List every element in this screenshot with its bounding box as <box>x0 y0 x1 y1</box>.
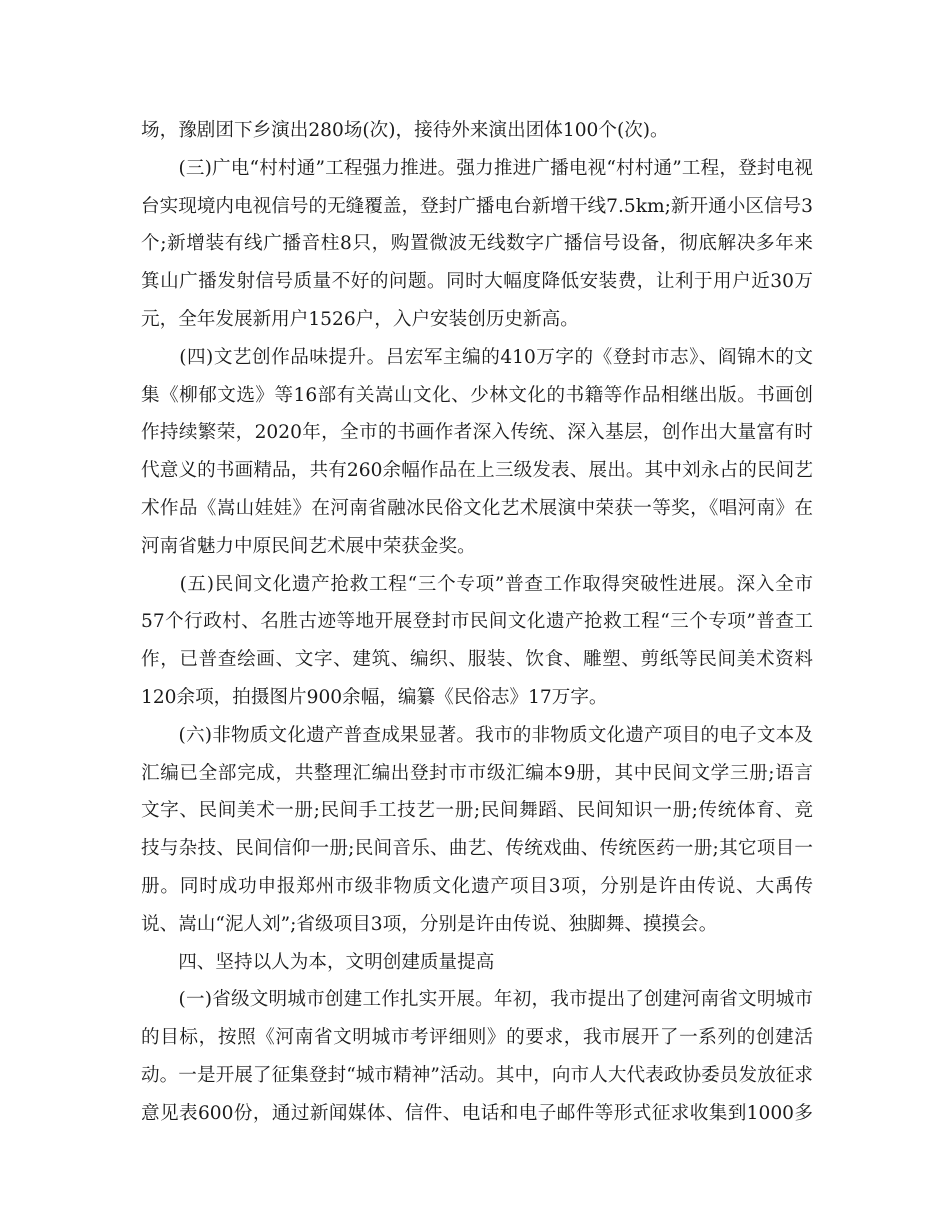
text-line: 汇编已全部完成，共整理汇编出登封市市级汇编本9册，其中民间文学三册;语言 <box>141 762 813 784</box>
text-line: 作持续繁荣，2020年，全市的书画作者深入传统、深入基层，创作出大量富有时 <box>141 422 813 444</box>
text-line: 台实现境内电视信号的无缝覆盖，登封广播电台新增干线7.5km;新开通小区信号3 <box>141 195 813 217</box>
text-line: 河南省魅力中原民间艺术展中荣获金奖。 <box>141 535 476 557</box>
text-line: 120余项，拍摄图片900余幅，编纂《民俗志》17万字。 <box>141 686 608 708</box>
text-line: 技与杂技、民间信仰一册;民间音乐、曲艺、传统戏曲、传统医药一册;其它项目一 <box>141 838 813 860</box>
text-line: 四、坚持以人为本，文明创建质量提高 <box>141 951 495 973</box>
text-line: 动。一是开展了征集登封“城市精神”活动。其中，向市人大代表政协委员发放征求 <box>141 1064 813 1086</box>
text-line: (四)文艺创作品味提升。吕宏军主编的410万字的《登封市志》、阎锦木的文 <box>141 346 813 368</box>
text-line: 元，全年发展新用户1526户，入户安装创历史新高。 <box>141 308 579 330</box>
text-line: 作，已普查绘画、文字、建筑、编织、服装、饮食、雕塑、剪纸等民间美术资料 <box>141 649 813 671</box>
text-line: 集《柳郁文选》等16部有关嵩山文化、少林文化的书籍等作品相继出版。书画创 <box>141 384 813 406</box>
text-line: 个;新增装有线广播音柱8只，购置微波无线数字广播信号设备，彻底解决多年来 <box>141 233 813 255</box>
text-line: (一)省级文明城市创建工作扎实开展。年初，我市提出了创建河南省文明城市 <box>141 989 813 1011</box>
text-line: 箕山广播发射信号质量不好的问题。同时大幅度降低安装费，让利于用户近30万 <box>141 271 813 293</box>
text-line: 的目标，按照《河南省文明城市考评细则》的要求，我市展开了一系列的创建活 <box>141 1027 813 1049</box>
text-line: (六)非物质文化遗产普查成果显著。我市的非物质文化遗产项目的电子文本及 <box>141 724 813 746</box>
text-line: (五)民间文化遗产抢救工程“三个专项”普查工作取得突破性进展。深入全市 <box>141 573 813 595</box>
text-line: (三)广电“村村通”工程强力推进。强力推进广播电视“村村通”工程，登封电视 <box>141 157 813 179</box>
text-line: 册。同时成功申报郑州市级非物质文化遗产项目3项，分别是许由传说、大禹传 <box>141 875 813 897</box>
text-line: 术作品《嵩山娃娃》在河南省融冰民俗文化艺术展演中荣获一等奖，《唱河南》在 <box>141 497 813 519</box>
text-line: 意见表600份，通过新闻媒体、信件、电话和电子邮件等形式征求收集到1000多 <box>141 1102 813 1124</box>
text-line: 说、嵩山“泥人刘”;省级项目3项，分别是许由传说、独脚舞、摸摸会。 <box>141 913 718 935</box>
document-body <box>141 112 813 1133</box>
text-line: 文字、民间美术一册;民间手工技艺一册;民间舞蹈、民间知识一册;传统体育、竞 <box>141 800 813 822</box>
text-line: 代意义的书画精品，共有260余幅作品在上三级发表、展出。其中刘永占的民间艺 <box>141 460 813 482</box>
text-line: 57个行政村、名胜古迹等地开展登封市民间文化遗产抢救工程“三个专项”普查工 <box>141 611 813 633</box>
text-line: 场，豫剧团下乡演出280场(次)，接待外来演出团体100个(次)。 <box>141 120 669 141</box>
